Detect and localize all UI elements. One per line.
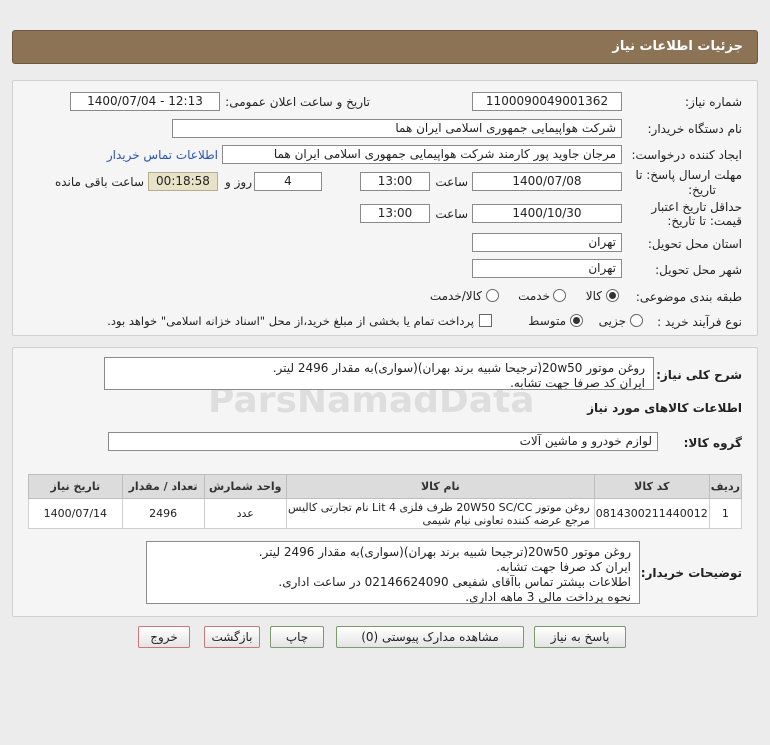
goods-section-title: اطلاعات کالاهای مورد نیاز xyxy=(587,401,742,415)
buyer-notes-label: توضیحات خریدار: xyxy=(640,566,742,580)
validity-time-field: 13:00 xyxy=(360,204,430,223)
delivery-city-label: شهر محل تحویل: xyxy=(655,263,742,277)
deadline-label-date: تاریخ: xyxy=(688,183,716,197)
treasury-note: پرداخت تمام یا بخشی از مبلغ خرید،از محل "اسناد خزانه اسلامی" خواهد بود. xyxy=(107,314,474,328)
validity-date-field: 1400/10/30 xyxy=(472,204,622,223)
days-label: روز و xyxy=(225,175,252,189)
buyer-notes-line-4: نحوه پرداخت مالی 3 ماهه اداری. xyxy=(465,590,631,604)
col-date: تاریخ نیاز xyxy=(29,475,123,499)
back-button[interactable]: بازگشت xyxy=(204,626,260,648)
category-goods-radio[interactable] xyxy=(606,289,619,302)
col-row: ردیف xyxy=(709,475,741,499)
category-service-radio[interactable] xyxy=(553,289,566,302)
goods-table xyxy=(28,474,742,529)
page-title: جزئیات اطلاعات نیاز xyxy=(612,39,743,54)
exit-button[interactable]: خروج xyxy=(138,626,190,648)
summary-line-1: روغن موتور 20w50(ترجیحا شبیه برند بهران)(سواری)به مقدار 2496 لیتر. xyxy=(272,361,645,375)
buyer-notes-line-3: اطلاعات بیشتر تماس باآقای شفیعی 02146624090 در ساعت اداری. xyxy=(278,575,631,589)
cell-date: 1400/07/14 xyxy=(29,499,123,529)
announce-date-field: 1400/07/04 - 12:13 xyxy=(70,92,220,111)
delivery-city-field: تهران xyxy=(472,259,622,278)
process-small-label: جزیی xyxy=(598,314,626,328)
process-medium-label: متوسط xyxy=(528,314,566,328)
cell-unit: عدد xyxy=(204,499,286,529)
col-unit: واحد شمارش xyxy=(204,475,286,499)
col-name: نام کالا xyxy=(286,475,594,499)
cell-name-line-2: مرجع عرضه کننده تعاونی نیام شیمی xyxy=(422,513,590,527)
cell-code: 0814300211440012 xyxy=(594,499,709,529)
buyer-notes-box xyxy=(146,541,640,604)
process-type-label: نوع فرآیند خرید : xyxy=(657,315,742,329)
creator-label: ایجاد کننده درخواست: xyxy=(631,148,742,162)
goods-group-field: لوازم خودرو و ماشین آلات xyxy=(108,432,658,451)
category-both-radio[interactable] xyxy=(486,289,499,302)
validity-label-date: قیمت: تا تاریخ: xyxy=(667,214,742,228)
print-button[interactable]: چاپ xyxy=(270,626,324,648)
remaining-time-label: ساعت باقی مانده xyxy=(54,175,144,189)
summary-line-2: ایران کد صرفا جهت تشابه. xyxy=(510,376,645,390)
col-code: کد کالا xyxy=(594,475,709,499)
buyer-contact-link[interactable]: اطلاعات تماس خریدار xyxy=(106,148,218,162)
buyer-org-field: شرکت هواپیمایی جمهوری اسلامی ایران هما xyxy=(172,119,622,138)
attachments-button[interactable]: مشاهده مدارک پیوستی (0) xyxy=(336,626,524,648)
process-medium-radio[interactable] xyxy=(570,314,583,327)
creator-field: مرجان جاوید پور کارمند شرکت هواپیمایی جمهوری اسلامی ایران هما xyxy=(222,145,622,164)
deadline-time-field: 13:00 xyxy=(360,172,430,191)
cell-qty: 2496 xyxy=(122,499,204,529)
page-header xyxy=(12,30,758,64)
cell-name xyxy=(286,499,594,529)
buyer-org-label: نام دستگاه خریدار: xyxy=(647,122,742,136)
process-small-radio[interactable] xyxy=(630,314,643,327)
category-both-label: کالا/خدمت xyxy=(429,289,482,303)
days-field: 4 xyxy=(254,172,322,191)
reply-button[interactable]: پاسخ به نیاز xyxy=(534,626,626,648)
buyer-notes-line-1: روغن موتور 20w50(ترجیحا شبیه برند بهران)(سواری)به مقدار 2496 لیتر. xyxy=(258,545,631,559)
col-qty: تعداد / مقدار xyxy=(122,475,204,499)
summary-box xyxy=(104,357,654,390)
summary-label: شرح کلی نیاز: xyxy=(656,368,742,382)
remaining-time-field: 00:18:58 xyxy=(148,172,218,191)
need-number-field: 1100090049001362 xyxy=(472,92,622,111)
validity-time-label: ساعت xyxy=(435,207,468,221)
category-label: طبقه بندی موضوعی: xyxy=(635,290,742,304)
cell-row: 1 xyxy=(709,499,741,529)
goods-group-label: گروه کالا: xyxy=(683,436,742,450)
buyer-notes-line-2: ایران کد صرفا جهت تشابه. xyxy=(496,560,631,574)
category-service-label: خدمت xyxy=(518,289,550,303)
delivery-province-label: استان محل تحویل: xyxy=(647,237,742,251)
category-goods-label: کالا xyxy=(585,289,602,303)
treasury-checkbox[interactable] xyxy=(479,314,492,327)
cell-name-line-1: روغن موتور 20W50 SC/CC ظرف فلزی 4 Lit نام تجارتی کاليس xyxy=(287,500,590,514)
table-row[interactable] xyxy=(29,499,742,529)
deadline-label: مهلت ارسال پاسخ: تا xyxy=(635,168,742,182)
deadline-time-label: ساعت xyxy=(435,175,468,189)
need-number-label: شماره نیاز: xyxy=(685,95,742,109)
delivery-province-field: تهران xyxy=(472,233,622,252)
announce-date-label: تاریخ و ساعت اعلان عمومی: xyxy=(225,95,370,109)
table-header-row xyxy=(29,475,742,499)
deadline-date-field: 1400/07/08 xyxy=(472,172,622,191)
validity-label: حداقل تاریخ اعتبار xyxy=(651,200,742,214)
